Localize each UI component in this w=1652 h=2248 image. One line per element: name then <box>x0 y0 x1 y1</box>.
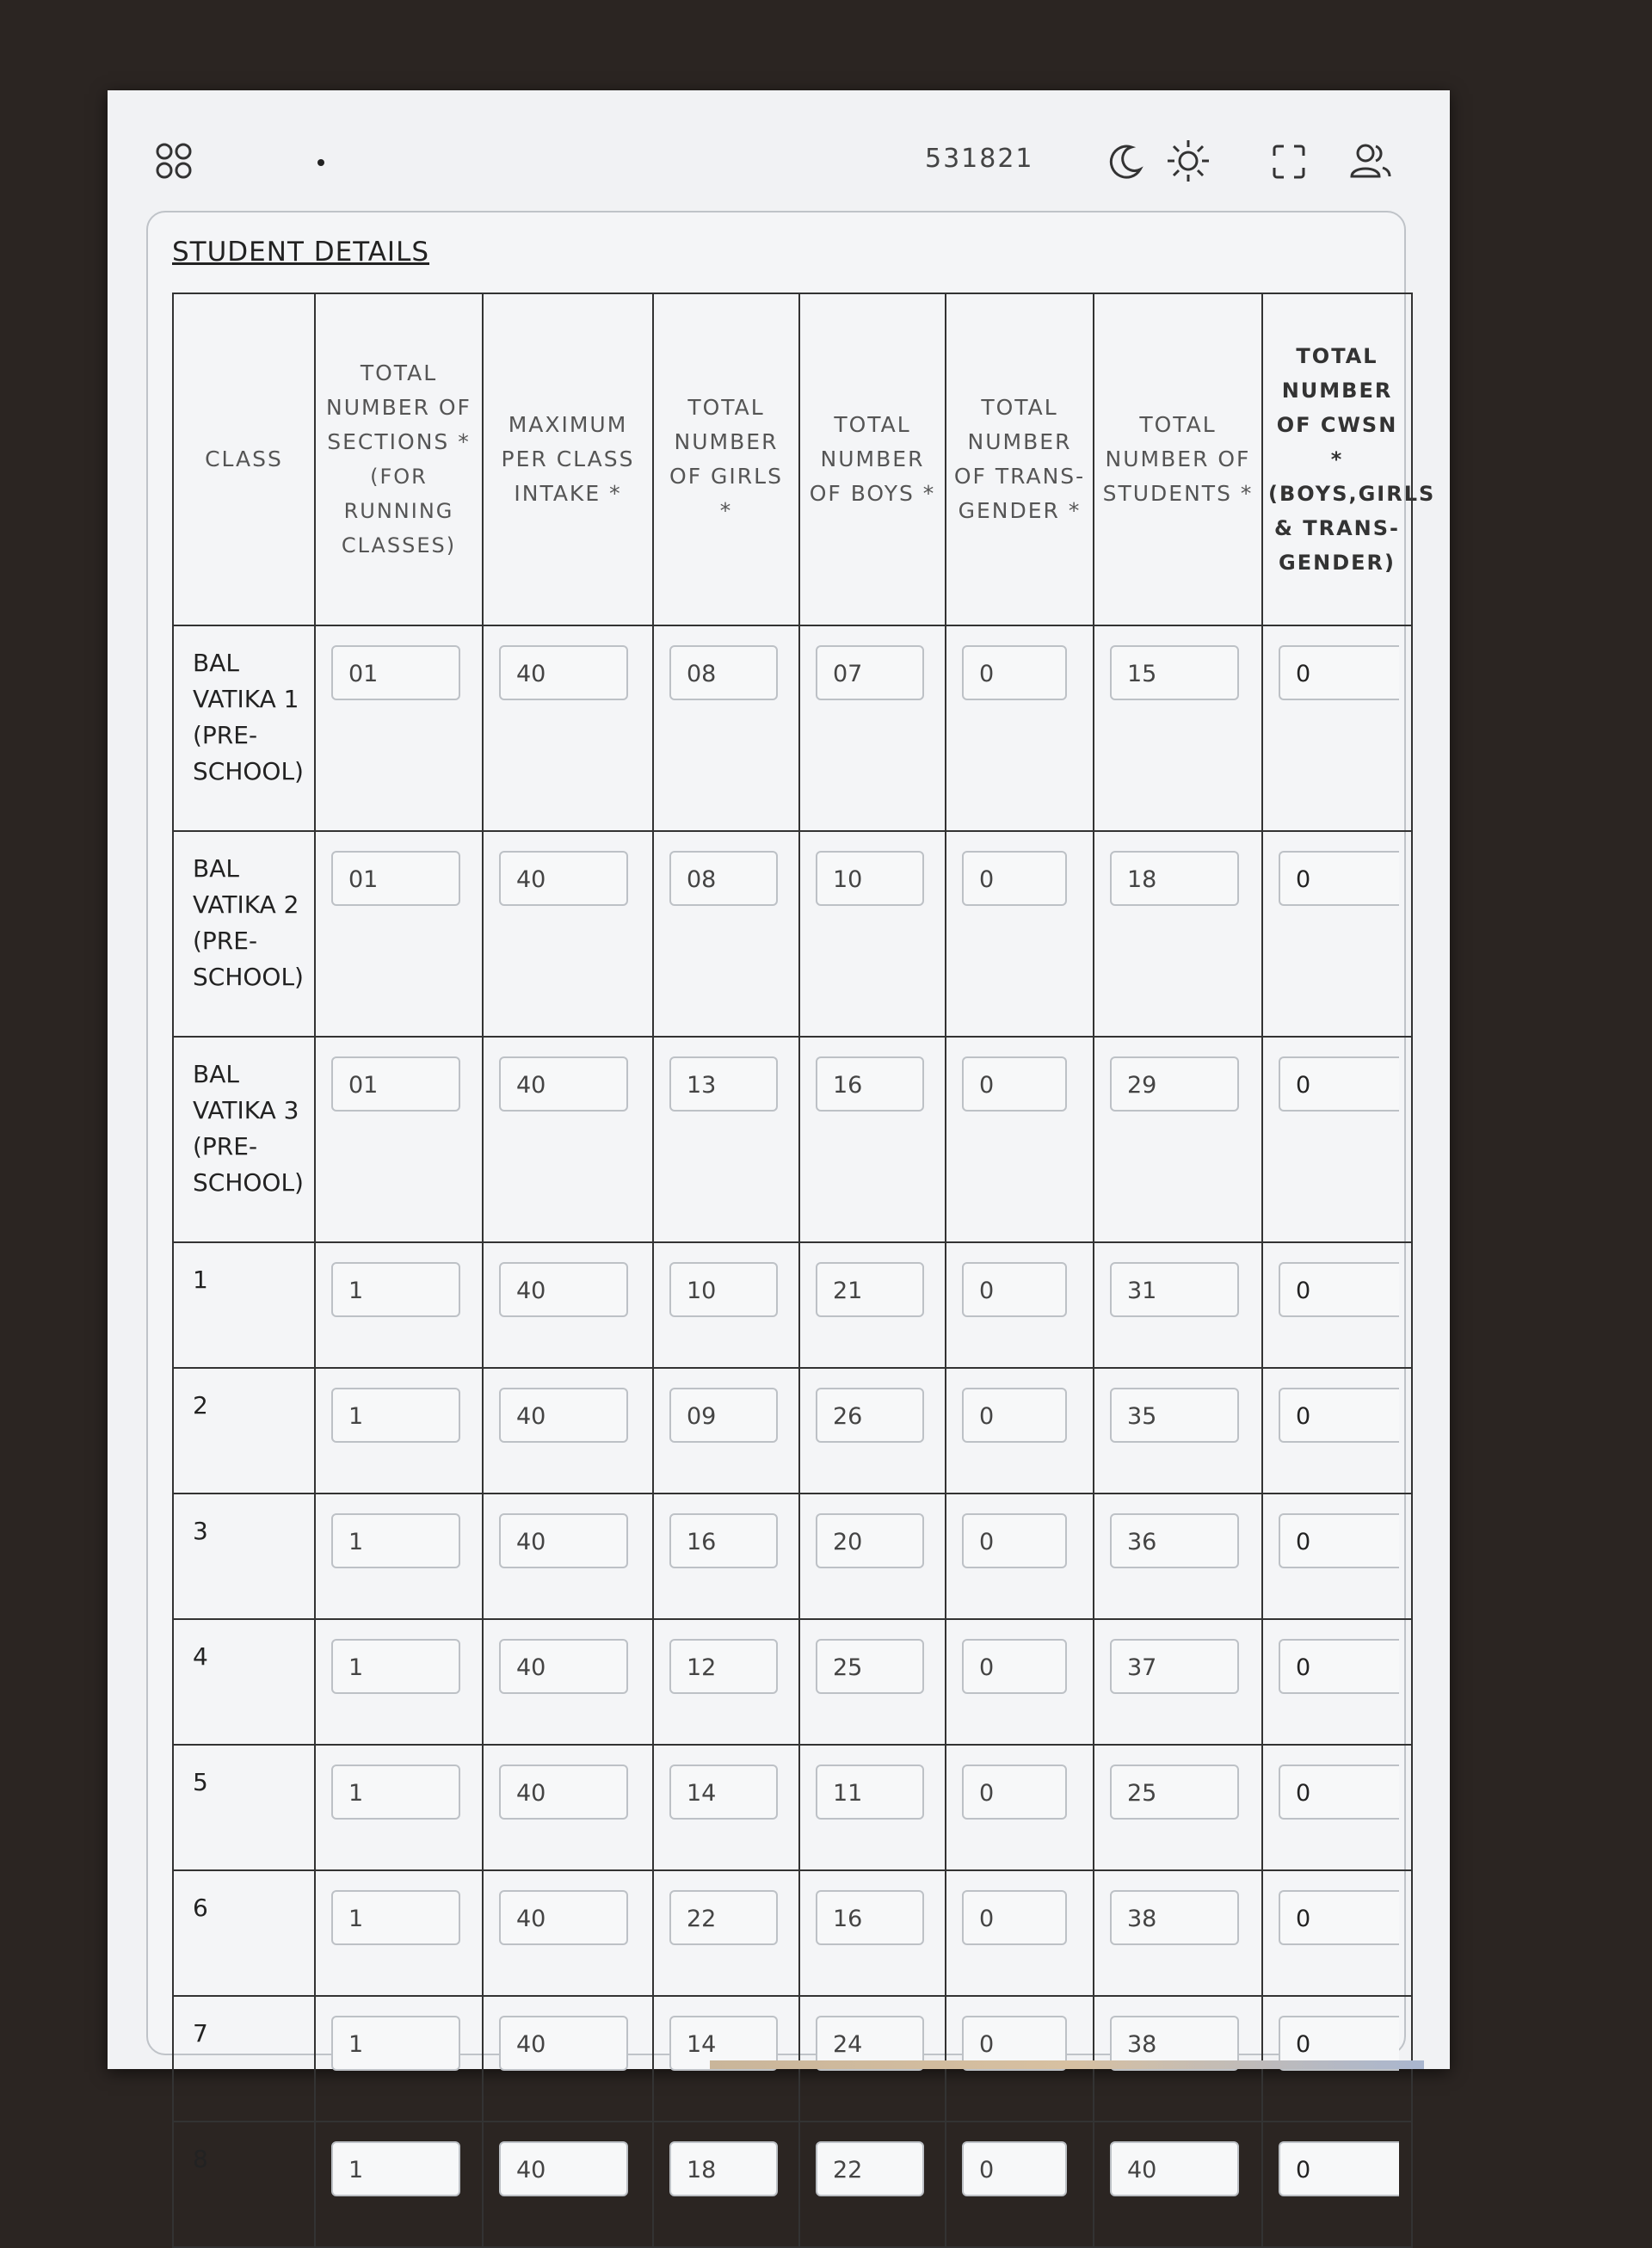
col-header-sections: TOTAL NUMBER OF SECTIONS * (FOR RUNNING CLASSES) <box>315 293 483 625</box>
boys-input[interactable]: 24 <box>816 2016 924 2071</box>
class-cell: 4 <box>173 1619 315 1745</box>
transgender-input[interactable]: 0 <box>962 1262 1067 1317</box>
cwsn-input[interactable]: 0 <box>1279 1639 1399 1694</box>
class-cell: 5 <box>173 1745 315 1870</box>
table-row <box>173 1494 1412 1619</box>
fullscreen-icon[interactable] <box>1267 140 1310 183</box>
boys-input[interactable]: 22 <box>816 2141 924 2196</box>
transgender-input[interactable]: 0 <box>962 1765 1067 1820</box>
class-cell: 7 <box>173 1996 315 2122</box>
students-input[interactable]: 15 <box>1110 645 1239 700</box>
sections-input[interactable]: 1 <box>331 1262 460 1317</box>
boys-input[interactable]: 16 <box>816 1890 924 1945</box>
boys-input[interactable]: 20 <box>816 1513 924 1568</box>
printed-page <box>108 90 1450 2183</box>
transgender-input[interactable]: 0 <box>962 851 1067 906</box>
table-row <box>173 1368 1412 1494</box>
sections-input[interactable]: 1 <box>331 1388 460 1443</box>
cwsn-input[interactable]: 0 <box>1279 1513 1399 1568</box>
girls-input[interactable]: 12 <box>669 1639 778 1694</box>
class-cell: 2 <box>173 1368 315 1494</box>
intake-input[interactable]: 40 <box>499 2141 628 2196</box>
sections-input[interactable]: 1 <box>331 1765 460 1820</box>
col-header-transgender: TOTAL NUMBER OF TRANS-GENDER * <box>946 293 1094 625</box>
col-header-intake: MAXIMUM PER CLASS INTAKE * <box>483 293 653 625</box>
students-input[interactable]: 29 <box>1110 1056 1239 1112</box>
transgender-input[interactable]: 0 <box>962 1388 1067 1443</box>
class-cell: 3 <box>173 1494 315 1619</box>
class-cell: 8 <box>173 2122 315 2247</box>
table-row <box>173 1037 1412 1242</box>
sections-input[interactable]: 01 <box>331 645 460 700</box>
col-header-girls: TOTAL NUMBER OF GIRLS * <box>653 293 799 625</box>
class-cell: BAL VATIKA 3 (PRE-SCHOOL) <box>173 1037 315 1242</box>
table-header-row <box>173 293 1412 625</box>
col-header-cwsn: TOTAL NUMBER OF CWSN * (BOYS,GIRLS & TRANS-GENDER) <box>1262 293 1412 625</box>
table-row <box>173 1242 1412 1368</box>
class-cell: BAL VATIKA 1 (PRE-SCHOOL) <box>173 625 315 831</box>
table-row <box>173 625 1412 831</box>
boys-input[interactable]: 21 <box>816 1262 924 1317</box>
cwsn-input[interactable]: 0 <box>1279 2016 1399 2071</box>
students-input[interactable]: 25 <box>1110 1765 1239 1820</box>
boys-input[interactable]: 25 <box>816 1639 924 1694</box>
sections-input[interactable]: 01 <box>331 1056 460 1112</box>
sections-input[interactable]: 1 <box>331 2141 460 2196</box>
class-cell: 6 <box>173 1870 315 1996</box>
students-input[interactable]: 18 <box>1110 851 1239 906</box>
apps-icon[interactable] <box>155 142 193 180</box>
girls-input[interactable]: 14 <box>669 2016 778 2071</box>
intake-input[interactable]: 40 <box>499 1765 628 1820</box>
section-title: STUDENT DETAILS <box>172 237 430 268</box>
table-row <box>173 1745 1412 1870</box>
transgender-input[interactable]: 0 <box>962 645 1067 700</box>
col-header-students: TOTAL NUMBER OF STUDENTS * <box>1094 293 1262 625</box>
students-input[interactable]: 40 <box>1110 2141 1239 2196</box>
girls-input[interactable]: 08 <box>669 645 778 700</box>
intake-input[interactable]: 40 <box>499 851 628 906</box>
students-input[interactable]: 37 <box>1110 1639 1239 1694</box>
class-cell: 1 <box>173 1242 315 1368</box>
cwsn-input[interactable]: 0 <box>1279 1890 1399 1945</box>
school-code: 531821 <box>925 144 1034 174</box>
student-details-table <box>172 293 1436 2248</box>
transgender-input[interactable]: 0 <box>962 1639 1067 1694</box>
col-header-boys: TOTAL NUMBER OF BOYS * <box>799 293 946 625</box>
intake-input[interactable]: 40 <box>499 1890 628 1945</box>
sections-input[interactable]: 1 <box>331 2016 460 2071</box>
table-row <box>173 1870 1412 1996</box>
intake-input[interactable]: 40 <box>499 2016 628 2071</box>
boys-input[interactable]: 26 <box>816 1388 924 1443</box>
boys-input[interactable]: 16 <box>816 1056 924 1112</box>
girls-input[interactable]: 22 <box>669 1890 778 1945</box>
intake-input[interactable]: 40 <box>499 1056 628 1112</box>
table-row <box>173 1996 1412 2122</box>
transgender-input[interactable]: 0 <box>962 1890 1067 1945</box>
girls-input[interactable]: 09 <box>669 1388 778 1443</box>
sections-input[interactable]: 1 <box>331 1513 460 1568</box>
intake-input[interactable]: 40 <box>499 1513 628 1568</box>
sections-input[interactable]: 1 <box>331 1890 460 1945</box>
girls-input[interactable]: 08 <box>669 851 778 906</box>
transgender-input[interactable]: 0 <box>962 2016 1067 2071</box>
top-bar <box>108 90 1450 219</box>
boys-input[interactable]: 11 <box>816 1765 924 1820</box>
intake-input[interactable]: 40 <box>499 1388 628 1443</box>
table-row <box>173 2122 1412 2247</box>
boys-input[interactable]: 10 <box>816 851 924 906</box>
students-input[interactable]: 38 <box>1110 1890 1239 1945</box>
girls-input[interactable]: 18 <box>669 2141 778 2196</box>
paper-edge-strip <box>710 2060 1424 2069</box>
sections-input[interactable]: 1 <box>331 1639 460 1694</box>
sections-input[interactable]: 01 <box>331 851 460 906</box>
boys-input[interactable]: 07 <box>816 645 924 700</box>
students-input[interactable]: 31 <box>1110 1262 1239 1317</box>
col-header-class: CLASS <box>173 293 315 625</box>
girls-input[interactable]: 16 <box>669 1513 778 1568</box>
moon-icon[interactable] <box>1104 140 1147 183</box>
cwsn-input[interactable]: 0 <box>1279 1056 1399 1112</box>
cwsn-input[interactable]: 0 <box>1279 1262 1399 1317</box>
girls-input[interactable]: 14 <box>669 1765 778 1820</box>
students-input[interactable]: 36 <box>1110 1513 1239 1568</box>
users-icon[interactable] <box>1347 139 1393 185</box>
intake-input[interactable]: 40 <box>499 1639 628 1694</box>
table-row <box>173 831 1412 1037</box>
dot-icon <box>316 157 326 168</box>
transgender-input[interactable]: 0 <box>962 2141 1067 2196</box>
cwsn-input[interactable]: 0 <box>1279 851 1399 906</box>
students-input[interactable]: 38 <box>1110 2016 1239 2071</box>
sun-icon[interactable] <box>1164 137 1212 185</box>
cwsn-input[interactable]: 0 <box>1279 1765 1399 1820</box>
cwsn-input[interactable]: 0 <box>1279 2141 1399 2196</box>
cwsn-input[interactable]: 0 <box>1279 645 1399 700</box>
cwsn-input[interactable]: 0 <box>1279 1388 1399 1443</box>
intake-input[interactable]: 40 <box>499 1262 628 1317</box>
transgender-input[interactable]: 0 <box>962 1056 1067 1112</box>
class-cell: BAL VATIKA 2 (PRE-SCHOOL) <box>173 831 315 1037</box>
students-input[interactable]: 35 <box>1110 1388 1239 1443</box>
girls-input[interactable]: 10 <box>669 1262 778 1317</box>
transgender-input[interactable]: 0 <box>962 1513 1067 1568</box>
intake-input[interactable]: 40 <box>499 645 628 700</box>
table-row <box>173 1619 1412 1745</box>
girls-input[interactable]: 13 <box>669 1056 778 1112</box>
